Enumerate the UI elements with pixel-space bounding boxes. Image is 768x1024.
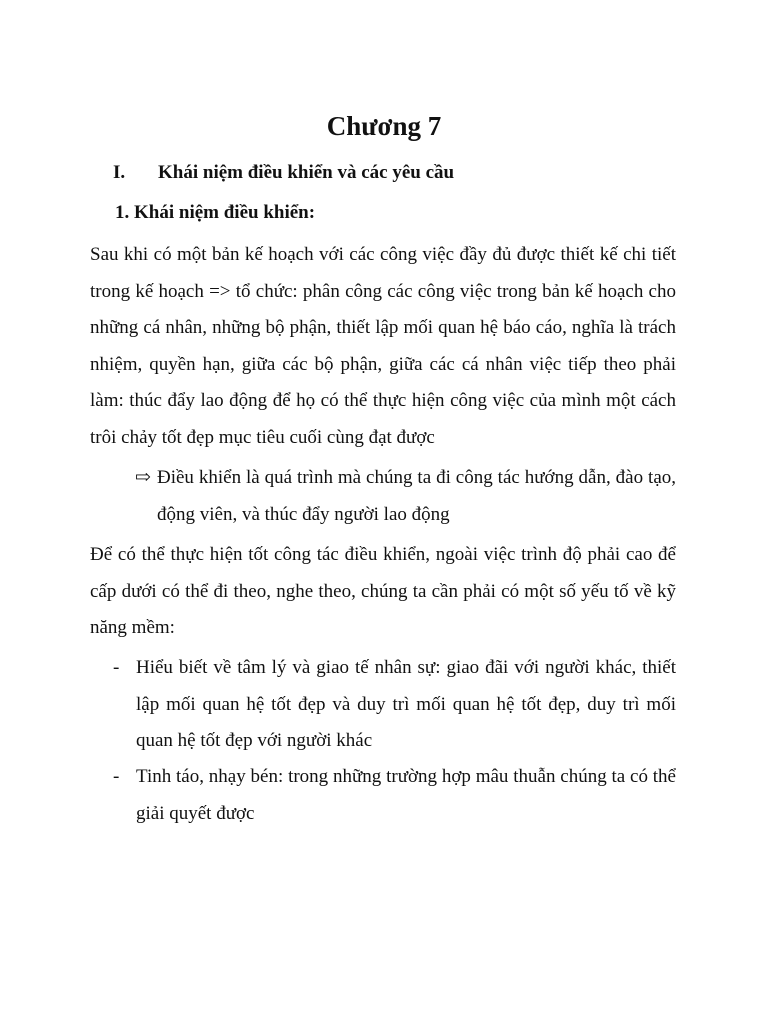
section-heading	[113, 160, 454, 186]
list-dash-marker: -	[113, 657, 120, 678]
arrow-bullet-text: Điều khiển là quá trình mà chúng ta đi công tác hướng dẫn, đào tạo, động viên, và thúc đẩy người lao động	[157, 467, 676, 525]
arrow-right-icon: ⇨	[135, 467, 151, 488]
section-title: Khái niệm điều khiển và các yêu cầu	[158, 162, 455, 183]
list-item-text: Tinh táo, nhạy bén: trong những trường hợp mâu thuẫn chúng ta có thể giải quyết được	[136, 766, 676, 824]
list-item	[113, 650, 676, 760]
section-number: I.	[113, 162, 126, 183]
list-item	[113, 759, 676, 832]
list-item-text: Hiểu biết về tâm lý và giao tế nhân sự: giao đãi với người khác, thiết lập mối quan hệ tốt đẹp và duy trì mối quan hệ tốt đẹp, duy trì mối quan hệ tốt đẹp với người khác	[136, 657, 676, 751]
chapter-title: Chương 7	[326, 111, 442, 141]
paragraph-requirements: Để có thể thực hiện tốt công tác điều khiển, ngoài việc trình độ phải cao để cấp dưới có thể đi theo, nghe theo, chúng ta cần phải có một số yếu tố về kỹ năng mềm:	[90, 544, 676, 638]
subsection-heading: 1. Khái niệm điều khiển:	[115, 202, 316, 223]
list-dash-marker: -	[113, 766, 120, 787]
arrow-bullet-item	[135, 460, 676, 533]
paragraph-intro: Sau khi có một bản kế hoạch với các công việc đầy đủ được thiết kế chi tiết trong kế hoạch => tổ chức: phân công các công việc trong bản kế hoạch cho những cá nhân, những bộ phận, thiết lập mối quan hệ báo cáo, nghĩa là trách nhiệm, quyền hạn, giữa các bộ phận, giữa các cá nhân việc tiếp theo phải làm: thúc đẩy lao động để họ có thể thực hiện công việc của mình một cách trôi chảy tốt đẹp mục tiêu cuối cùng đạt được	[90, 244, 676, 448]
